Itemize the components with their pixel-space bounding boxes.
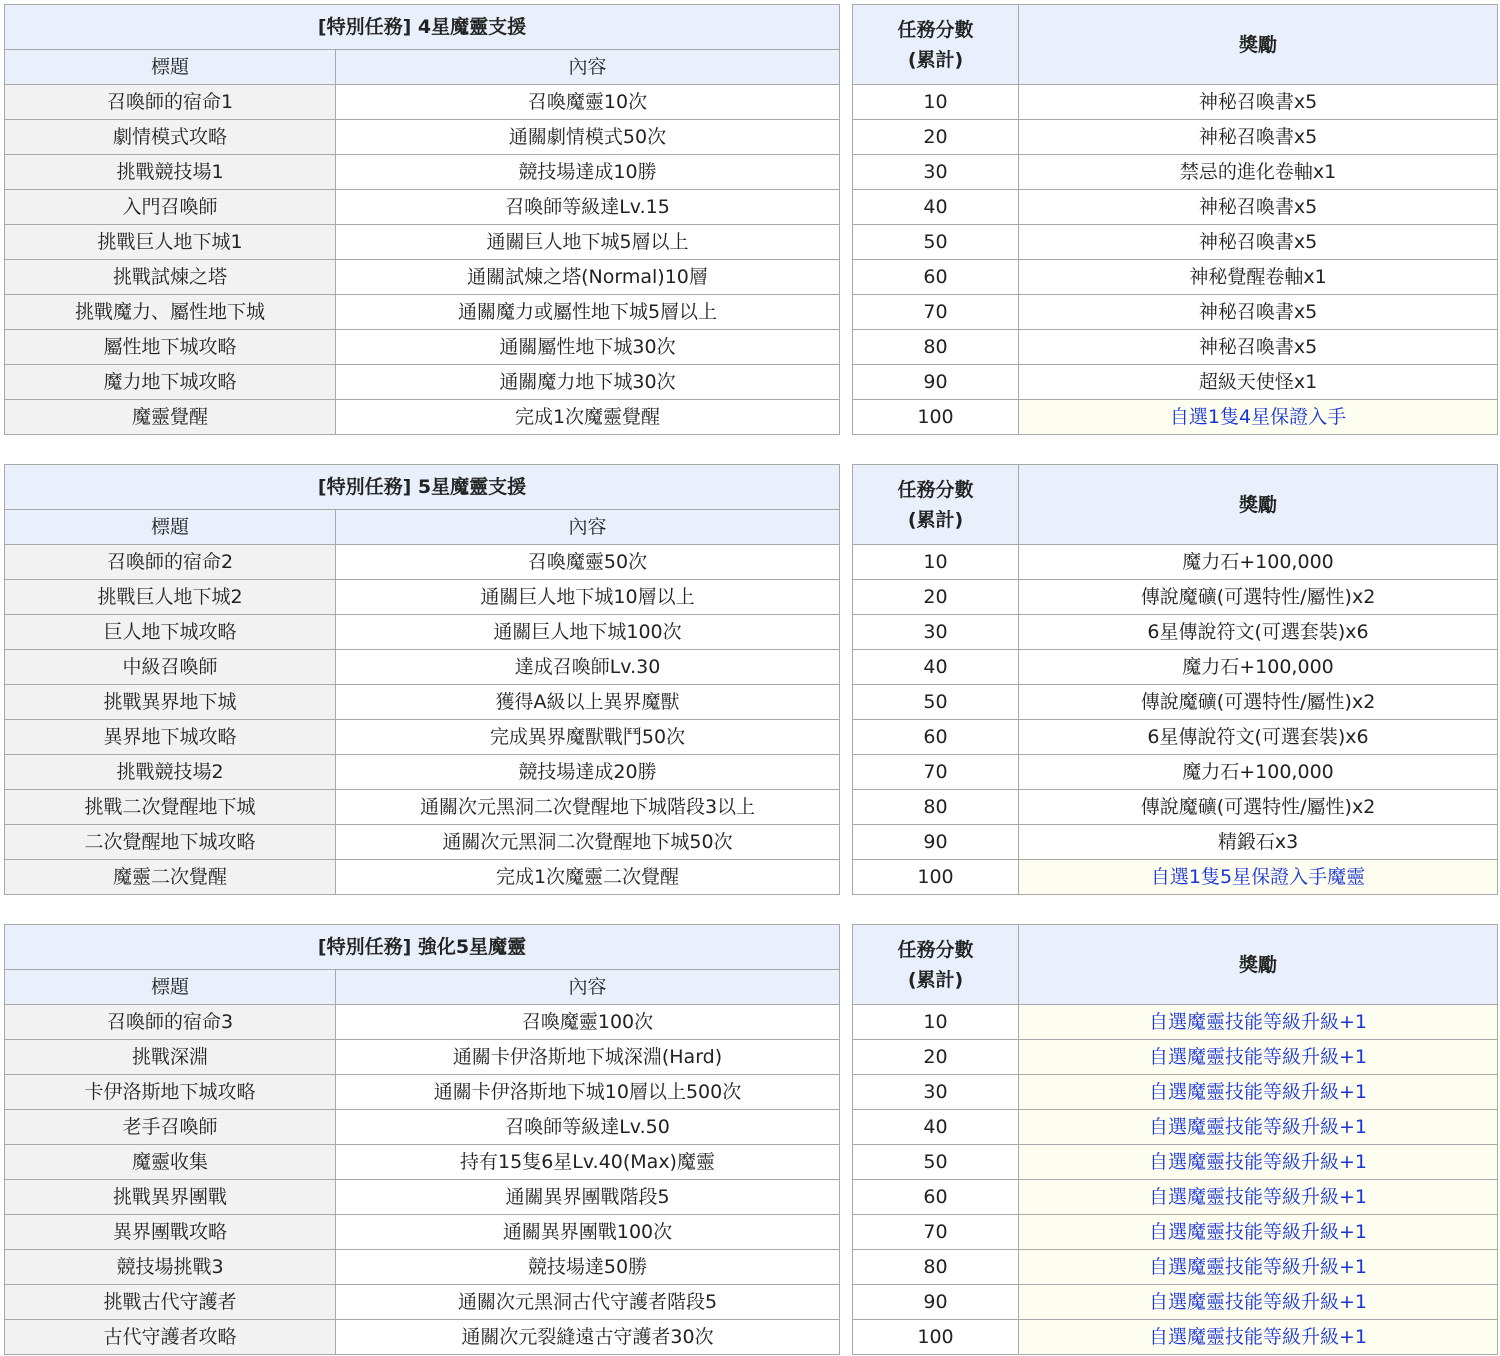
score-cell: 100 [853, 400, 1019, 435]
column-header-title: 標題 [5, 510, 336, 545]
mission-title-cell: 劇情模式攻略 [5, 120, 336, 155]
reward-cell: 神秘召喚書x5 [1019, 85, 1498, 120]
mission-content-cell: 召喚魔靈50次 [336, 545, 840, 580]
table-row [5, 860, 840, 895]
table-row [853, 120, 1498, 155]
score-cell: 50 [853, 225, 1019, 260]
score-cell: 40 [853, 190, 1019, 225]
table-row [853, 190, 1498, 225]
mission-content-cell: 持有15隻6星Lv.40(Max)魔靈 [336, 1145, 840, 1180]
table-row [853, 720, 1498, 755]
reward-cell: 自選魔靈技能等級升級+1 [1019, 1180, 1498, 1215]
reward-cell: 魔力石+100,000 [1019, 650, 1498, 685]
mission-title-cell: 異界團戰攻略 [5, 1215, 336, 1250]
column-header-content: 內容 [336, 970, 840, 1005]
section-title: [特別任務] 強化5星魔靈 [5, 925, 840, 970]
column-header-score [853, 465, 1019, 545]
table-row [853, 545, 1498, 580]
mission-title-cell: 古代守護者攻略 [5, 1320, 336, 1355]
table-row [5, 790, 840, 825]
column-header-content: 內容 [336, 50, 840, 85]
mission-title-cell: 二次覺醒地下城攻略 [5, 825, 336, 860]
mission-title-cell: 召喚師的宿命1 [5, 85, 336, 120]
table-row [5, 1215, 840, 1250]
reward-cell: 魔力石+100,000 [1019, 545, 1498, 580]
table-row [5, 1075, 840, 1110]
table-row [853, 400, 1498, 435]
score-cell: 40 [853, 1110, 1019, 1145]
column-header-score [853, 5, 1019, 85]
score-cell: 30 [853, 155, 1019, 190]
mission-content-cell: 召喚師等級達Lv.50 [336, 1110, 840, 1145]
table-row [853, 1040, 1498, 1075]
mission-content-cell: 召喚魔靈100次 [336, 1005, 840, 1040]
score-cell: 100 [853, 1320, 1019, 1355]
table-row [853, 260, 1498, 295]
mission-title-cell: 競技場挑戰3 [5, 1250, 336, 1285]
score-header-line2: (累計) [907, 48, 964, 71]
column-header-title: 標題 [5, 970, 336, 1005]
reward-cell: 自選魔靈技能等級升級+1 [1019, 1250, 1498, 1285]
table-row [5, 545, 840, 580]
mission-content-cell: 通關次元黑洞古代守護者階段5 [336, 1285, 840, 1320]
score-cell: 50 [853, 685, 1019, 720]
reward-cell: 6星傳說符文(可選套裝)x6 [1019, 720, 1498, 755]
column-header-content: 內容 [336, 510, 840, 545]
table-row [853, 755, 1498, 790]
reward-cell: 精鍛石x3 [1019, 825, 1498, 860]
table-row [853, 1110, 1498, 1145]
score-cell: 80 [853, 790, 1019, 825]
reward-cell: 傳說魔礦(可選特性/屬性)x2 [1019, 685, 1498, 720]
reward-table-2 [852, 464, 1498, 895]
table-row [5, 190, 840, 225]
mission-title-cell: 中級召喚師 [5, 650, 336, 685]
table-row [5, 400, 840, 435]
score-cell: 90 [853, 365, 1019, 400]
mission-content-cell: 競技場達成10勝 [336, 155, 840, 190]
mission-title-cell: 挑戰競技場2 [5, 755, 336, 790]
mission-content-cell: 通關次元黑洞二次覺醒地下城50次 [336, 825, 840, 860]
table-row [853, 1180, 1498, 1215]
mission-content-cell: 召喚師等級達Lv.15 [336, 190, 840, 225]
table-row [853, 295, 1498, 330]
table-row [5, 1250, 840, 1285]
reward-cell: 神秘召喚書x5 [1019, 190, 1498, 225]
table-row [853, 225, 1498, 260]
table-row [5, 85, 840, 120]
score-cell: 60 [853, 720, 1019, 755]
mission-title-cell: 挑戰巨人地下城1 [5, 225, 336, 260]
mission-content-cell: 完成1次魔靈二次覺醒 [336, 860, 840, 895]
reward-cell: 神秘覺醒卷軸x1 [1019, 260, 1498, 295]
reward-cell: 自選魔靈技能等級升級+1 [1019, 1075, 1498, 1110]
score-cell: 40 [853, 650, 1019, 685]
reward-cell: 自選魔靈技能等級升級+1 [1019, 1145, 1498, 1180]
mission-content-cell: 競技場達50勝 [336, 1250, 840, 1285]
mission-title-cell: 挑戰異界地下城 [5, 685, 336, 720]
table-row [5, 120, 840, 155]
score-cell: 30 [853, 615, 1019, 650]
column-header-reward: 獎勵 [1019, 465, 1498, 545]
table-row [5, 650, 840, 685]
mission-content-cell: 通關次元裂縫遠古守護者30次 [336, 1320, 840, 1355]
reward-table-3 [852, 924, 1498, 1355]
reward-cell: 神秘召喚書x5 [1019, 120, 1498, 155]
column-header-reward: 獎勵 [1019, 925, 1498, 1005]
column-header-score [853, 925, 1019, 1005]
score-cell: 50 [853, 1145, 1019, 1180]
score-cell: 90 [853, 825, 1019, 860]
mission-content-cell: 通關巨人地下城100次 [336, 615, 840, 650]
score-cell: 30 [853, 1075, 1019, 1110]
column-header-title: 標題 [5, 50, 336, 85]
mission-title-cell: 挑戰巨人地下城2 [5, 580, 336, 615]
score-cell: 90 [853, 1285, 1019, 1320]
mission-content-cell: 召喚魔靈10次 [336, 85, 840, 120]
mission-title-cell: 巨人地下城攻略 [5, 615, 336, 650]
score-cell: 20 [853, 1040, 1019, 1075]
reward-cell: 魔力石+100,000 [1019, 755, 1498, 790]
table-row [5, 1040, 840, 1075]
score-header-line2: (累計) [907, 508, 964, 531]
table-row [5, 1285, 840, 1320]
mission-content-cell: 通關異界團戰100次 [336, 1215, 840, 1250]
score-cell: 80 [853, 1250, 1019, 1285]
table-row [5, 260, 840, 295]
table-row [5, 720, 840, 755]
score-cell: 100 [853, 860, 1019, 895]
table-row [853, 1215, 1498, 1250]
table-row [5, 1110, 840, 1145]
mission-content-cell: 通關巨人地下城5層以上 [336, 225, 840, 260]
table-row [5, 365, 840, 400]
mission-title-cell: 挑戰深淵 [5, 1040, 336, 1075]
reward-cell: 神秘召喚書x5 [1019, 295, 1498, 330]
mission-content-cell: 通關屬性地下城30次 [336, 330, 840, 365]
mission-content-cell: 達成召喚師Lv.30 [336, 650, 840, 685]
mission-table-3 [4, 924, 840, 1355]
table-row [5, 225, 840, 260]
score-cell: 70 [853, 1215, 1019, 1250]
column-header-reward: 獎勵 [1019, 5, 1498, 85]
reward-cell: 傳說魔礦(可選特性/屬性)x2 [1019, 580, 1498, 615]
score-cell: 60 [853, 260, 1019, 295]
table-row [853, 1250, 1498, 1285]
table-row [5, 1180, 840, 1215]
table-row [5, 1320, 840, 1355]
mission-title-cell: 挑戰競技場1 [5, 155, 336, 190]
mission-content-cell: 通關異界團戰階段5 [336, 1180, 840, 1215]
mission-title-cell: 挑戰古代守護者 [5, 1285, 336, 1320]
table-row [853, 580, 1498, 615]
reward-cell: 神秘召喚書x5 [1019, 330, 1498, 365]
mission-title-cell: 召喚師的宿命2 [5, 545, 336, 580]
mission-content-cell: 通關魔力地下城30次 [336, 365, 840, 400]
section-title: [特別任務] 5星魔靈支援 [5, 465, 840, 510]
mission-content-cell: 通關魔力或屬性地下城5層以上 [336, 295, 840, 330]
table-row [5, 825, 840, 860]
score-cell: 20 [853, 120, 1019, 155]
score-cell: 10 [853, 545, 1019, 580]
score-header-line1: 任務分數 [897, 478, 974, 501]
mission-content-cell: 通關卡伊洛斯地下城深淵(Hard) [336, 1040, 840, 1075]
table-row [853, 365, 1498, 400]
table-row [5, 755, 840, 790]
mission-table-1 [4, 4, 840, 435]
reward-cell: 自選魔靈技能等級升級+1 [1019, 1320, 1498, 1355]
score-header-line1: 任務分數 [897, 18, 974, 41]
score-cell: 10 [853, 85, 1019, 120]
score-cell: 70 [853, 295, 1019, 330]
reward-cell: 傳說魔礦(可選特性/屬性)x2 [1019, 790, 1498, 825]
reward-cell: 6星傳說符文(可選套裝)x6 [1019, 615, 1498, 650]
score-header-line1: 任務分數 [897, 938, 974, 961]
mission-title-cell: 挑戰二次覺醒地下城 [5, 790, 336, 825]
table-row [5, 615, 840, 650]
mission-title-cell: 挑戰試煉之塔 [5, 260, 336, 295]
reward-cell: 禁忌的進化卷軸x1 [1019, 155, 1498, 190]
reward-cell: 自選1隻5星保證入手魔靈 [1019, 860, 1498, 895]
score-cell: 20 [853, 580, 1019, 615]
reward-cell: 神秘召喚書x5 [1019, 225, 1498, 260]
table-row [853, 790, 1498, 825]
mission-title-cell: 挑戰異界團戰 [5, 1180, 336, 1215]
mission-content-cell: 獲得A級以上異界魔獸 [336, 685, 840, 720]
reward-cell: 自選魔靈技能等級升級+1 [1019, 1215, 1498, 1250]
mission-content-cell: 通關次元黑洞二次覺醒地下城階段3以上 [336, 790, 840, 825]
table-row [853, 155, 1498, 190]
table-row [5, 330, 840, 365]
table-row [853, 1075, 1498, 1110]
table-row [853, 1320, 1498, 1355]
reward-cell: 自選魔靈技能等級升級+1 [1019, 1005, 1498, 1040]
table-row [853, 825, 1498, 860]
mission-content-cell: 通關試煉之塔(Normal)10層 [336, 260, 840, 295]
table-row [5, 580, 840, 615]
reward-cell: 自選魔靈技能等級升級+1 [1019, 1110, 1498, 1145]
mission-content-cell: 競技場達成20勝 [336, 755, 840, 790]
mission-title-cell: 入門召喚師 [5, 190, 336, 225]
table-row [853, 1005, 1498, 1040]
mission-title-cell: 異界地下城攻略 [5, 720, 336, 755]
section-title: [特別任務] 4星魔靈支援 [5, 5, 840, 50]
table-row [5, 1145, 840, 1180]
table-row [5, 295, 840, 330]
table-row [853, 650, 1498, 685]
table-row [853, 330, 1498, 365]
table-row [853, 1145, 1498, 1180]
reward-cell: 自選1隻4星保證入手 [1019, 400, 1498, 435]
table-row [5, 685, 840, 720]
table-row [5, 155, 840, 190]
score-cell: 60 [853, 1180, 1019, 1215]
table-row [853, 860, 1498, 895]
table-row [853, 85, 1498, 120]
mission-title-cell: 魔靈收集 [5, 1145, 336, 1180]
table-row [853, 615, 1498, 650]
mission-title-cell: 召喚師的宿命3 [5, 1005, 336, 1040]
reward-cell: 自選魔靈技能等級升級+1 [1019, 1285, 1498, 1320]
reward-cell: 自選魔靈技能等級升級+1 [1019, 1040, 1498, 1075]
reward-cell: 超級天使怪x1 [1019, 365, 1498, 400]
mission-title-cell: 魔靈覺醒 [5, 400, 336, 435]
score-cell: 70 [853, 755, 1019, 790]
reward-table-1 [852, 4, 1498, 435]
mission-content-cell: 通關巨人地下城10層以上 [336, 580, 840, 615]
mission-table-2 [4, 464, 840, 895]
score-header-line2: (累計) [907, 968, 964, 991]
score-cell: 80 [853, 330, 1019, 365]
mission-title-cell: 屬性地下城攻略 [5, 330, 336, 365]
score-cell: 10 [853, 1005, 1019, 1040]
mission-title-cell: 挑戰魔力、屬性地下城 [5, 295, 336, 330]
mission-content-cell: 通關卡伊洛斯地下城10層以上500次 [336, 1075, 840, 1110]
mission-title-cell: 魔力地下城攻略 [5, 365, 336, 400]
mission-content-cell: 通關劇情模式50次 [336, 120, 840, 155]
mission-title-cell: 老手召喚師 [5, 1110, 336, 1145]
mission-title-cell: 魔靈二次覺醒 [5, 860, 336, 895]
table-row [853, 1285, 1498, 1320]
mission-content-cell: 完成1次魔靈覺醒 [336, 400, 840, 435]
table-row [5, 1005, 840, 1040]
mission-title-cell: 卡伊洛斯地下城攻略 [5, 1075, 336, 1110]
mission-content-cell: 完成異界魔獸戰鬥50次 [336, 720, 840, 755]
table-row [853, 685, 1498, 720]
